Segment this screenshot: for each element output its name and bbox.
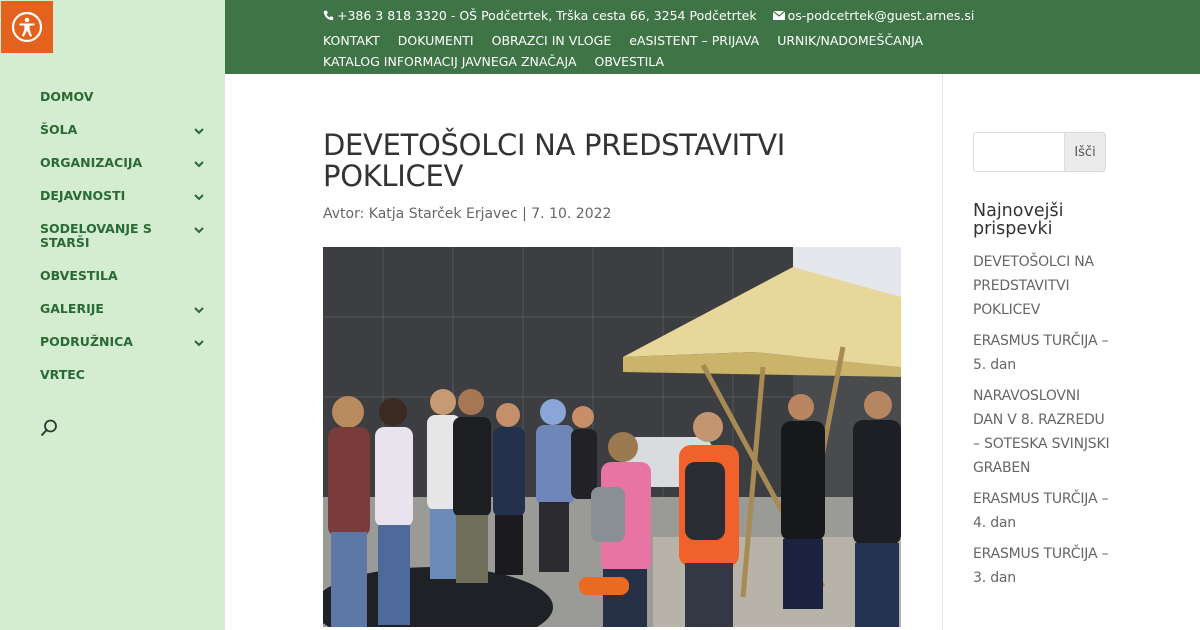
- chevron-down-icon[interactable]: [192, 157, 206, 171]
- nav-item-organizacija[interactable]: [40, 154, 210, 187]
- top-link-kontakt[interactable]: KONTAKT: [323, 33, 380, 48]
- chevron-down-icon[interactable]: [192, 124, 206, 138]
- sidebar-divider: [942, 74, 943, 630]
- nav-item-label: SODELOVANJE S STARŠI: [40, 221, 152, 250]
- accessibility-icon: [11, 11, 43, 43]
- recent-post-link[interactable]: ERASMUS TURČIJA – 3. dan: [973, 546, 1109, 586]
- nav-item-label: PODRUŽNICA: [40, 334, 133, 349]
- post-meta: [323, 206, 901, 222]
- nav-item-label: GALERIJE: [40, 301, 104, 316]
- nav-item-label: ŠOLA: [40, 122, 78, 137]
- top-link-katalog[interactable]: KATALOG INFORMACIJ JAVNEGA ZNAČAJA: [323, 54, 577, 69]
- widget-search-input[interactable]: [973, 132, 1065, 172]
- widget-search: [973, 132, 1106, 172]
- nav-item-domov[interactable]: [40, 88, 210, 121]
- phone-icon: [323, 10, 334, 21]
- chevron-down-icon[interactable]: [192, 303, 206, 317]
- nav-item-obvestila[interactable]: [40, 267, 210, 300]
- post-title: DEVETOŠOLCI NA PREDSTAVITVI POKLICEV: [323, 128, 786, 193]
- post-content: [323, 130, 901, 222]
- nav-item-dejavnosti[interactable]: [40, 187, 210, 220]
- recent-post-link[interactable]: DEVETOŠOLCI NA PREDSTAVITVI POKLICEV: [973, 254, 1094, 318]
- recent-post-link[interactable]: ERASMUS TURČIJA – 5. dan: [973, 333, 1109, 373]
- nav-item-label: DOMOV: [40, 89, 94, 104]
- recent-posts-title: Najnovejši prispevki: [973, 201, 1064, 239]
- mail-icon: [773, 11, 785, 20]
- chevron-down-icon[interactable]: [192, 223, 206, 237]
- contact-info: [323, 8, 974, 23]
- left-sidebar: [0, 0, 225, 630]
- nav-item-label: ORGANIZACIJA: [40, 155, 143, 170]
- nav-item-sodelovanje[interactable]: [40, 220, 210, 267]
- nav-item-sola[interactable]: [40, 121, 210, 154]
- chevron-down-icon[interactable]: [192, 336, 206, 350]
- nav-item-galerije[interactable]: [40, 300, 210, 333]
- secondary-nav: [323, 30, 963, 72]
- email-link[interactable]: os-podcetrtek@guest.arnes.si: [787, 8, 975, 23]
- meta-separator: |: [517, 206, 532, 222]
- accessibility-button[interactable]: [1, 1, 53, 53]
- top-link-obvestila[interactable]: OBVESTILA: [594, 54, 665, 69]
- photo-illustration: [323, 247, 901, 627]
- top-header: [225, 0, 1200, 74]
- search-icon[interactable]: [39, 418, 59, 438]
- recent-posts-widget: [973, 202, 1113, 597]
- post-date: 7. 10. 2022: [531, 206, 612, 222]
- chevron-down-icon[interactable]: [192, 190, 206, 204]
- nav-item-label: DEJAVNOSTI: [40, 188, 126, 203]
- recent-post-link[interactable]: NARAVOSLOVNI DAN V 8. RAZREDU – SOTESKA SVINJSKI GRABEN: [973, 388, 1110, 476]
- nav-item-vrtec[interactable]: [40, 366, 210, 399]
- top-link-easistent[interactable]: eASISTENT – PRIJAVA: [629, 33, 760, 48]
- nav-item-podruznica[interactable]: [40, 333, 210, 366]
- recent-post-link[interactable]: ERASMUS TURČIJA – 4. dan: [973, 491, 1109, 531]
- main-nav: [40, 88, 210, 399]
- author-prefix: Avtor:: [323, 206, 369, 222]
- phone-address-text: +386 3 818 3320 - OŠ Podčetrtek, Trška cesta 66, 3254 Podčetrtek: [337, 8, 757, 23]
- nav-item-label: VRTEC: [40, 367, 85, 382]
- top-link-obrazci[interactable]: OBRAZCI IN VLOGE: [491, 33, 612, 48]
- nav-item-label: OBVESTILA: [40, 268, 118, 283]
- top-link-urnik[interactable]: URNIK/NADOMEŠČANJA: [777, 33, 924, 48]
- post-featured-image: [323, 247, 901, 627]
- top-link-dokumenti[interactable]: DOKUMENTI: [397, 33, 474, 48]
- author-link[interactable]: Katja Starček Erjavec: [368, 206, 518, 222]
- widget-search-button[interactable]: Išči: [1064, 132, 1106, 172]
